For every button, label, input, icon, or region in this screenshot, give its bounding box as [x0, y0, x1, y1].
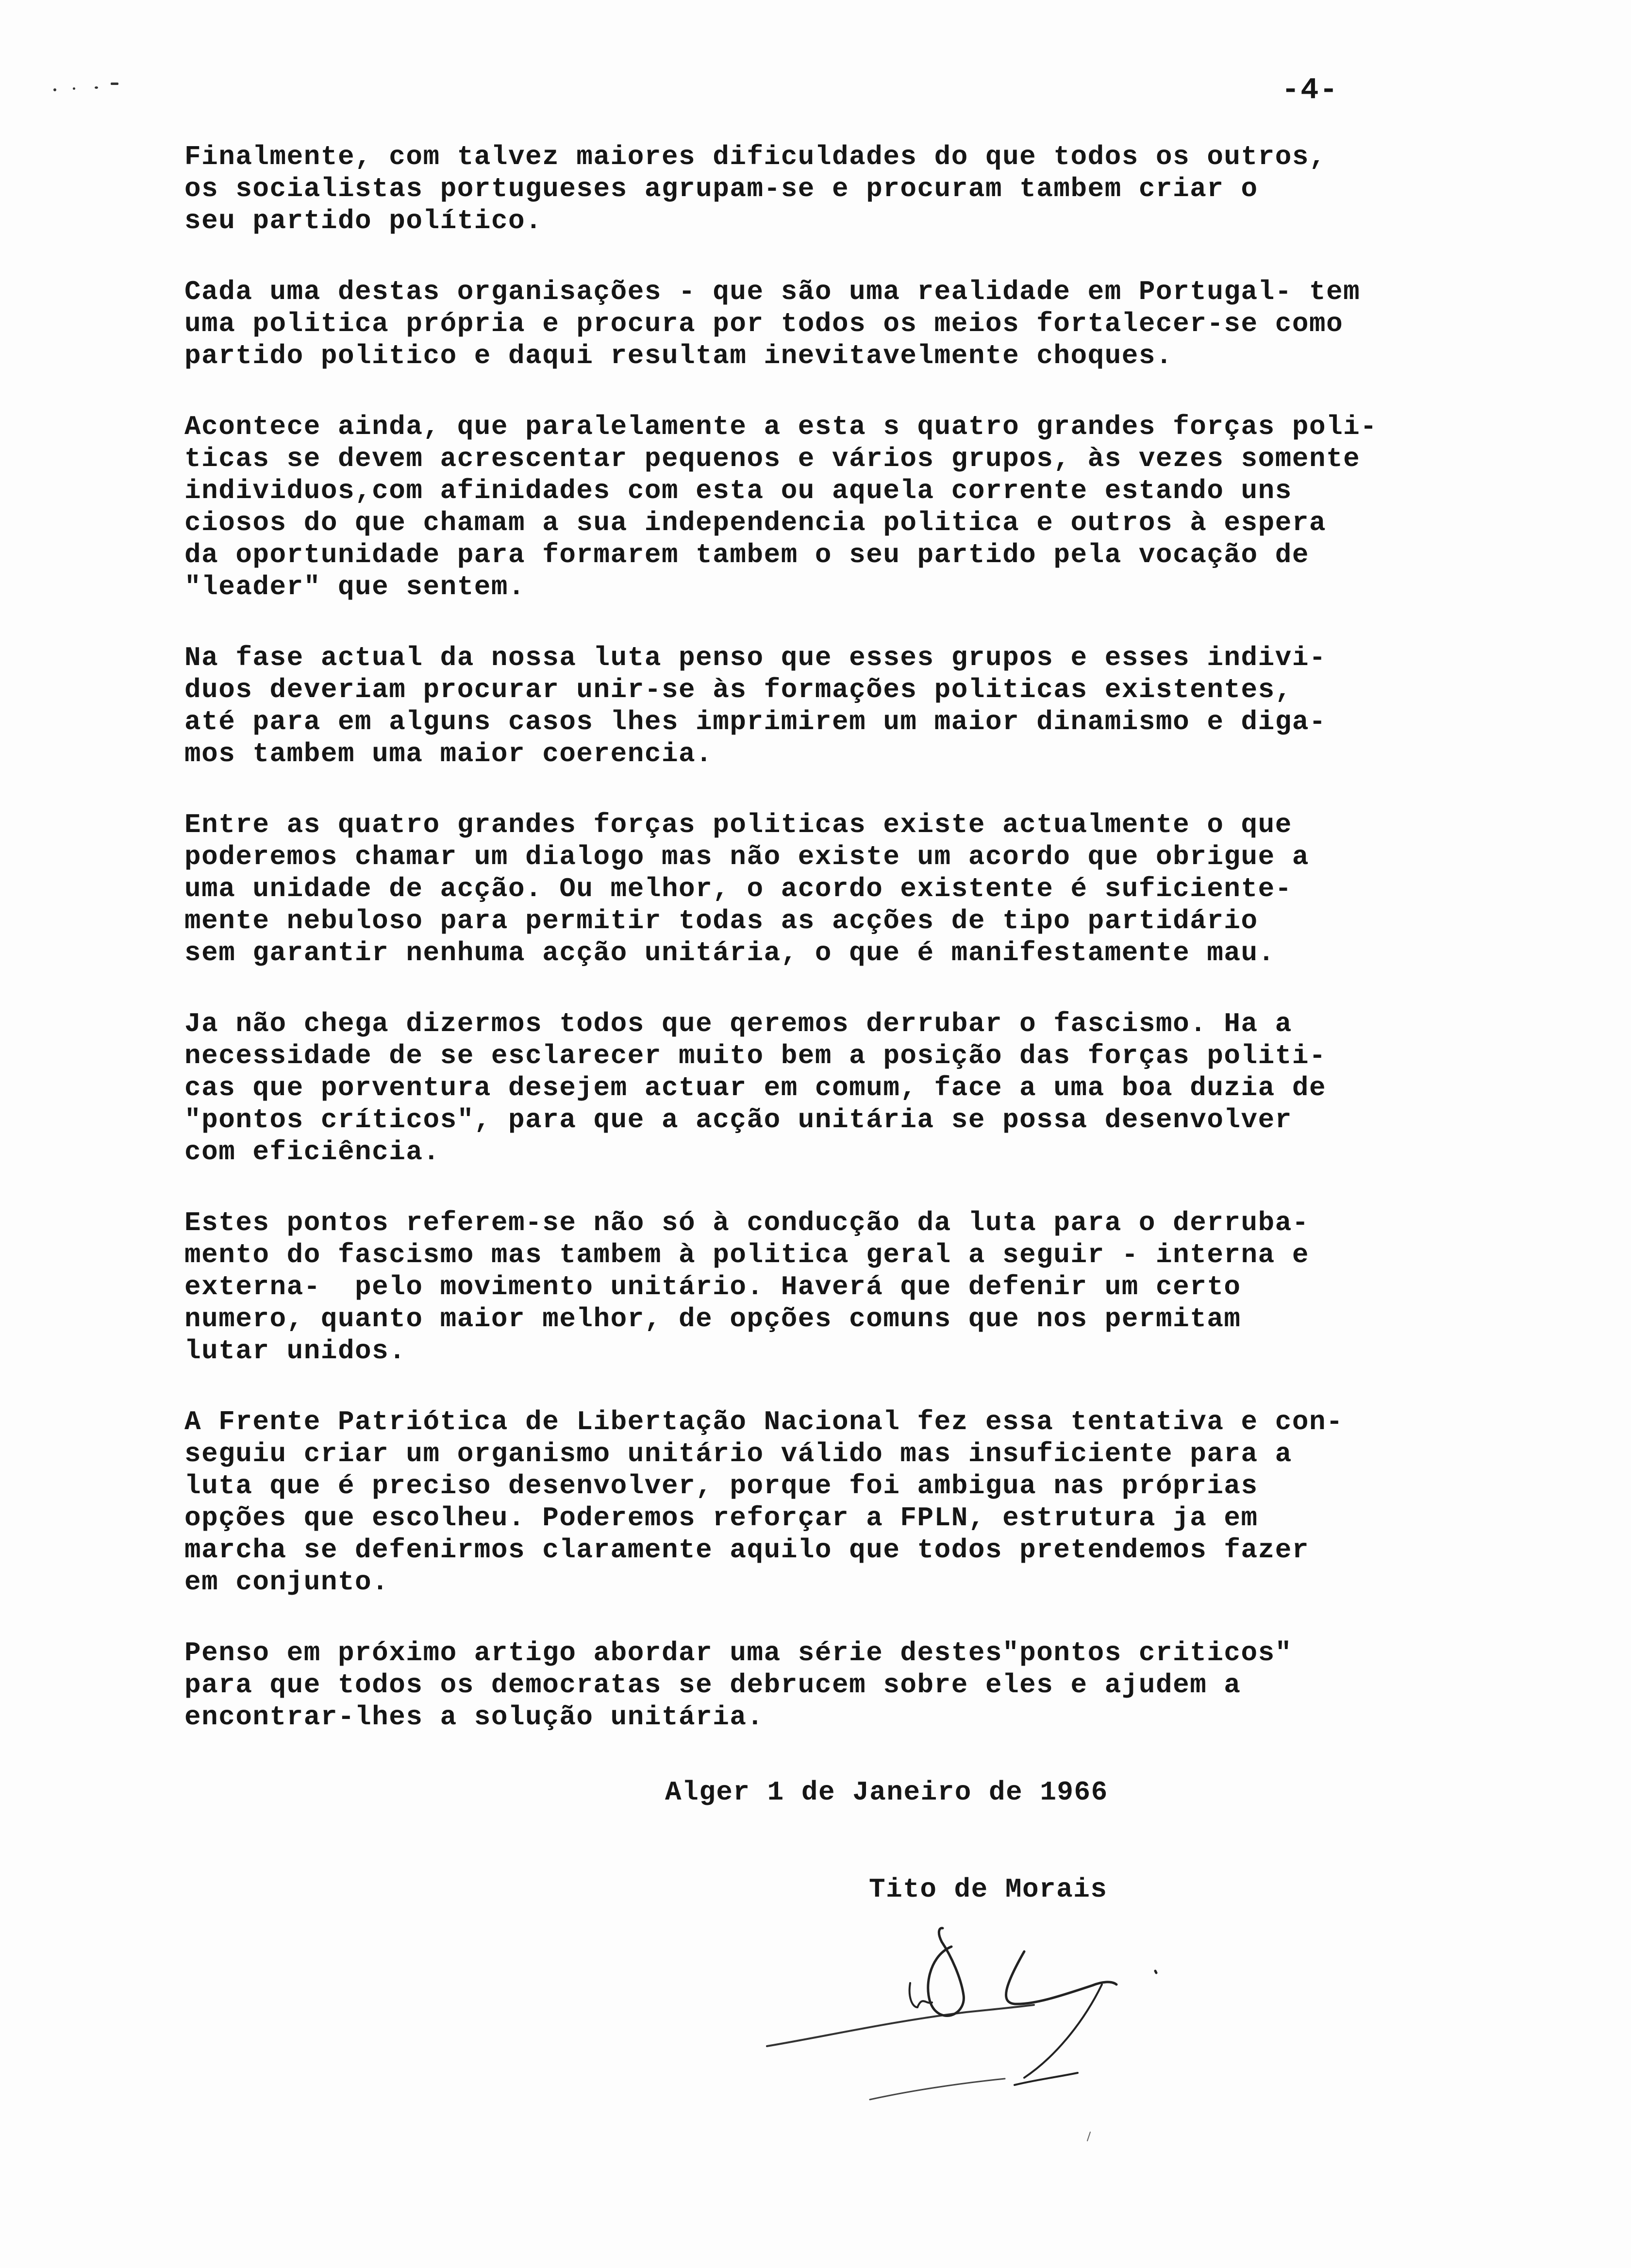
text-line: Na fase actual da nossa luta penso que esses grupos e esses indivi-: [184, 642, 1327, 673]
text-line: da oportunidade para formarem tambem o seu partido pela vocação de: [184, 539, 1309, 570]
text-line: Estes pontos referem-se não só à conducção da luta para o derruba-: [184, 1207, 1309, 1238]
scan-speck: [95, 86, 98, 89]
text-line: mento do fascismo mas tambem à politica geral a seguir - interna e: [184, 1239, 1309, 1270]
page-number: -4-: [1282, 73, 1339, 107]
text-line: Entre as quatro grandes forças politicas existe actualmente o que: [184, 809, 1292, 840]
text-line: necessidade de se esclarecer muito bem a posição das forças politi-: [184, 1040, 1327, 1071]
text-line: opções que escolheu. Poderemos reforçar a FPLN, estrutura ja em: [184, 1502, 1258, 1534]
text-line: partido politico e daqui resultam inevitavelmente choques.: [184, 340, 1173, 371]
text-line: mos tambem uma maior coerencia.: [184, 738, 713, 769]
scan-speck: [73, 87, 75, 90]
letter-body: [184, 141, 1534, 1772]
text-line: individuos,com afinidades com esta ou aquela corrente estando uns: [184, 475, 1292, 506]
scan-speck: [53, 88, 56, 91]
text-line: numero, quanto maior melhor, de opções comuns que nos permitam: [184, 1303, 1241, 1334]
signatory-name: Tito de Morais: [869, 1874, 1108, 1905]
text-line: lutar unidos.: [184, 1335, 406, 1367]
text-line: encontrar-lhes a solução unitária.: [184, 1701, 764, 1733]
text-line: Penso em próximo artigo abordar uma série destes"pontos criticos": [184, 1637, 1292, 1668]
text-line: com eficiência.: [184, 1136, 440, 1167]
text-line: sem garantir nenhuma acção unitária, o que é manifestamente mau.: [184, 937, 1275, 968]
text-line: uma unidade de acção. Ou melhor, o acordo existente é suficiente-: [184, 873, 1292, 904]
text-line: os socialistas portugueses agrupam-se e procuram tambem criar o: [184, 173, 1258, 204]
paragraph: [184, 1008, 1534, 1168]
paragraph: [184, 809, 1534, 969]
text-line: A Frente Patriótica de Libertação Nacional fez essa tentativa e con-: [184, 1406, 1344, 1437]
text-line: para que todos os democratas se debrucem sobre eles e ajudem a: [184, 1669, 1241, 1701]
text-line: ticas se devem acrescentar pequenos e vários grupos, às vezes somente: [184, 443, 1361, 474]
text-line: marcha se defenirmos claramente aquilo que todos pretendemos fazer: [184, 1534, 1309, 1566]
text-line: Ja não chega dizermos todos que qeremos derrubar o fascismo. Ha a: [184, 1008, 1292, 1039]
text-line: duos deveriam procurar unir-se às formações politicas existentes,: [184, 674, 1292, 705]
paragraph: [184, 1207, 1534, 1367]
text-line: Acontece ainda, que paralelamente a esta s quatro grandes forças poli-: [184, 411, 1378, 442]
paragraph: [184, 411, 1534, 603]
text-line: cas que porventura desejem actuar em comum, face a uma boa duzia de: [184, 1072, 1327, 1103]
text-line: "pontos críticos", para que a acção unitária se possa desenvolver: [184, 1104, 1292, 1135]
text-line: "leader" que sentem.: [184, 571, 526, 602]
text-line: até para em alguns casos lhes imprimirem um maior dinamismo e diga-: [184, 706, 1327, 737]
paragraph: [184, 1406, 1534, 1598]
text-line: Finalmente, com talvez maiores dificuldades do que todos os outros,: [184, 141, 1327, 172]
text-line: Cada uma destas organisações - que são uma realidade em Portugal- tem: [184, 276, 1361, 307]
place-and-date: Alger 1 de Janeiro de 1966: [665, 1777, 1108, 1808]
text-line: seguiu criar um organismo unitário válido mas insuficiente para a: [184, 1438, 1292, 1469]
paragraph: [184, 276, 1534, 372]
text-line: externa- pelo movimento unitário. Haverá que defenir um certo: [184, 1271, 1241, 1302]
paragraph: [184, 141, 1534, 237]
text-line: seu partido político.: [184, 205, 543, 236]
paragraph: [184, 642, 1534, 770]
text-line: uma politica própria e procura por todos os meios fortalecer-se como: [184, 308, 1344, 339]
handwritten-signature-icon: [762, 1913, 1180, 2155]
text-line: poderemos chamar um dialogo mas não existe um acordo que obrigue a: [184, 841, 1309, 872]
text-line: luta que é preciso desenvolver, porque foi ambigua nas próprias: [184, 1470, 1258, 1501]
paragraph: [184, 1637, 1534, 1733]
text-line: em conjunto.: [184, 1567, 389, 1598]
text-line: ciosos do que chamam a sua independencia politica e outros à espera: [184, 507, 1327, 538]
scan-speck: [111, 83, 118, 85]
text-line: mente nebuloso para permitir todas as acções de tipo partidário: [184, 905, 1258, 936]
